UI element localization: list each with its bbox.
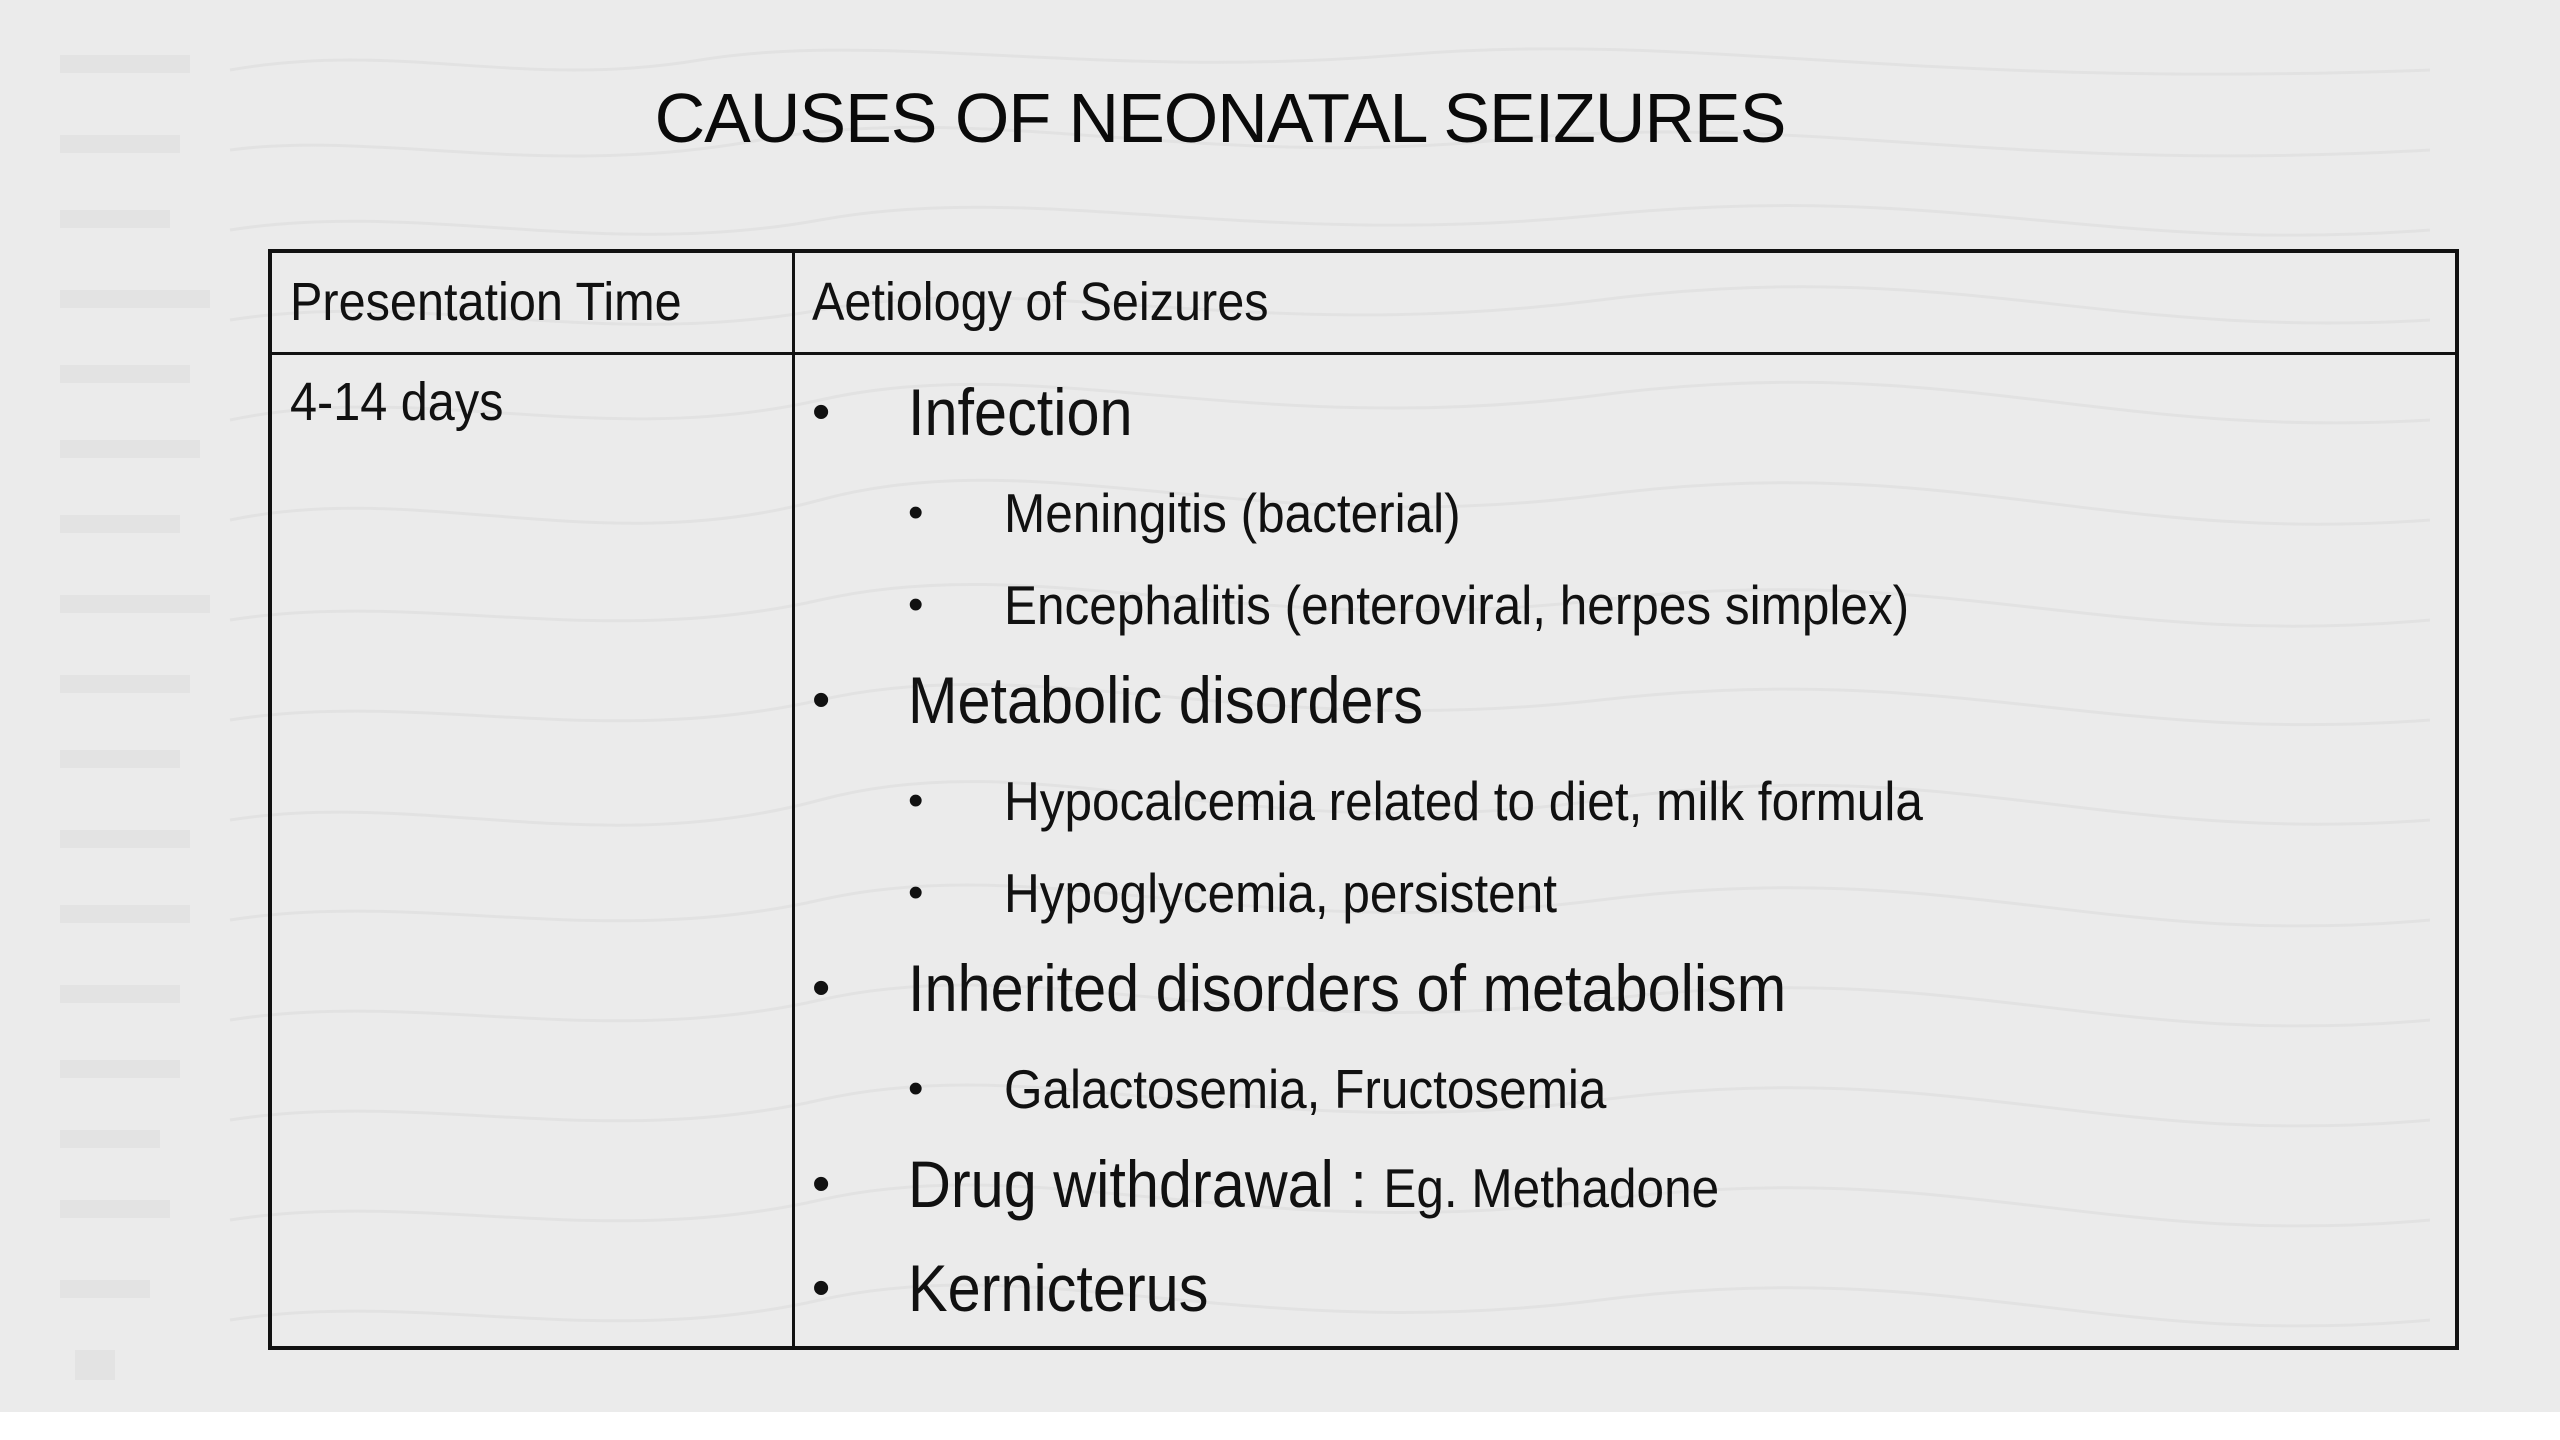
bullet-icon: • bbox=[812, 671, 831, 729]
bullet-icon: • bbox=[812, 383, 831, 441]
header-row-divider bbox=[272, 352, 2455, 355]
list-item bbox=[812, 943, 2432, 1047]
list-item-text: Inherited disorders of metabolism bbox=[908, 951, 1787, 1025]
list-item bbox=[812, 1243, 2432, 1347]
drug-withdrawal-example: Eg. Methadone bbox=[1383, 1157, 1720, 1219]
list-item-text: Galactosemia, Fructosemia bbox=[1004, 1058, 1607, 1120]
list-item bbox=[812, 759, 2432, 851]
aetiology-list bbox=[812, 367, 2432, 1347]
bullet-icon: • bbox=[812, 959, 831, 1017]
bullet-icon: • bbox=[908, 776, 924, 825]
bullet-icon: • bbox=[812, 1155, 831, 1213]
list-item-text: Meningitis (bacterial) bbox=[1004, 482, 1461, 544]
list-item-text: Encephalitis (enteroviral, herpes simplex) bbox=[1004, 574, 1910, 636]
presentation-time-cell: 4-14 days bbox=[290, 372, 504, 432]
header-presentation-time: Presentation Time bbox=[290, 272, 682, 332]
bullet-icon: • bbox=[908, 868, 924, 917]
bullet-icon: • bbox=[908, 488, 924, 537]
slide-title: CAUSES OF NEONATAL SEIZURES bbox=[654, 79, 1786, 157]
list-item-text: Hypoglycemia, persistent bbox=[1004, 862, 1557, 924]
list-item-text: Metabolic disorders bbox=[908, 663, 1424, 737]
list-item bbox=[812, 471, 2432, 563]
bullet-icon: • bbox=[908, 580, 924, 629]
list-item bbox=[812, 563, 2432, 655]
list-item-text: Kernicterus bbox=[908, 1251, 1209, 1325]
bullet-icon: • bbox=[812, 1259, 831, 1317]
header-aetiology: Aetiology of Seizures bbox=[812, 272, 1269, 332]
column-divider bbox=[792, 253, 795, 1346]
list-item bbox=[812, 851, 2432, 943]
list-item-text: Infection bbox=[908, 375, 1133, 449]
list-item bbox=[812, 367, 2432, 471]
drug-withdrawal-label: Drug withdrawal : bbox=[908, 1147, 1384, 1221]
seizure-causes-table bbox=[268, 249, 2459, 1350]
bullet-icon: • bbox=[908, 1064, 924, 1113]
list-item-text: Hypocalcemia related to diet, milk formula bbox=[1004, 770, 1923, 832]
list-item bbox=[812, 1047, 2432, 1139]
list-item bbox=[812, 655, 2432, 759]
list-item bbox=[812, 1139, 2432, 1243]
list-item-text bbox=[908, 1139, 1719, 1233]
